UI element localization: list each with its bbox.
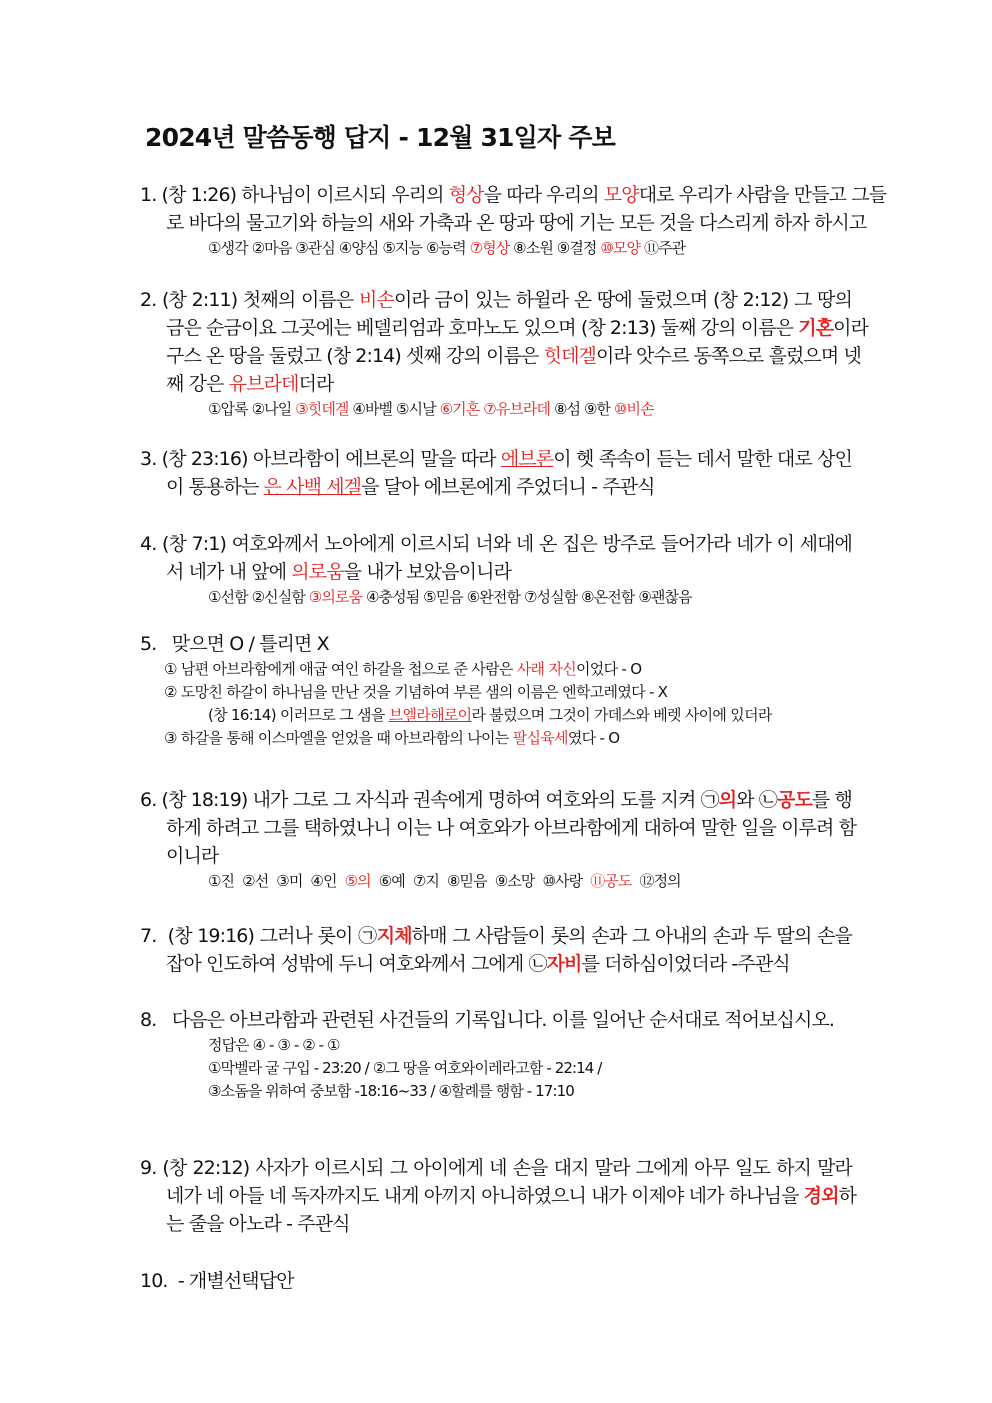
correct-option: ⑦형상 (469, 239, 510, 257)
answer-highlight: 형상 (448, 184, 484, 206)
answer-highlight: 비손 (359, 289, 394, 311)
question-8-answer: 정답은 ④ - ③ - ② - ① (208, 1036, 340, 1054)
question-number: 10. (140, 1270, 168, 1292)
correct-option: ③힛데겔 (295, 400, 349, 418)
statement-3: ③ 하갈을 통해 이스마엘을 얻었을 때 아브라함의 나이는 팔십육세였다 - O (164, 729, 620, 747)
question-6-line-3: 이니라 (166, 845, 219, 867)
answer-highlight: 의로움 (291, 561, 344, 583)
question-2-line-3: 구스 온 땅을 둘렀고 (창 2:14) 셋째 강의 이름은 힛데겔이라 앗수르 동쪽으로 흘렀으며 넷 (166, 345, 861, 367)
option: ③미 (276, 872, 303, 890)
answer-highlight: 브엘라해로이 (388, 706, 472, 724)
answer-highlight: 유브라데 (228, 373, 299, 395)
statement-2: ② 도망친 하갈이 하나님을 만난 것을 기념하여 부른 샘의 이름은 엔학고레였다 - X (164, 683, 668, 701)
statement-1: ① 남편 아브라함에게 애굽 여인 하갈을 첩으로 준 사람은 사래 자신이었다 - O (164, 660, 642, 678)
question-8 (140, 1006, 852, 1103)
question-9 (140, 1154, 857, 1238)
question-1 (140, 181, 887, 260)
correct-option: ⑥기혼 ⑦유브라데 (439, 400, 551, 418)
question-5-heading: 5. 맞으면 O / 틀리면 X (140, 633, 329, 655)
question-number: 8. (140, 1009, 157, 1031)
option: ②선 (242, 872, 269, 890)
question-1-line-2: 로 바다의 물고기와 하늘의 새와 가축과 온 땅과 땅에 기는 모든 것을 다스리게 하자 하시고 (166, 212, 867, 234)
page-title: 2024년 말씀동행 답지 - 12월 31일자 주보 (145, 123, 615, 152)
question-7-line-1: 7. (창 19:16) 그러나 롯이 ㉠지체하매 그 사람들이 롯의 손과 그 아내의 손과 두 딸의 손을 (140, 925, 853, 947)
answer-highlight: 경외 (803, 1185, 839, 1207)
option: ⑧믿음 (446, 872, 487, 890)
question-8-heading: 8. 다음은 아브라함과 관련된 사건들의 기록입니다. 이를 일어난 순서대로 적어보십시오. (140, 1009, 835, 1031)
question-number: 4. (140, 533, 157, 555)
question-8-events-1: ①막벨라 굴 구입 - 23:20 / ②그 땅을 여호와이레라고함 - 22:14 / (208, 1059, 602, 1077)
question-number: 2. (140, 289, 157, 311)
question-number: 1. (140, 184, 157, 206)
answer-highlight: 모양 (603, 184, 639, 206)
correct-option: ③의로움 (308, 588, 363, 606)
answer-highlight: 자비 (546, 953, 582, 975)
question-1-options: ①생각 ②마음 ③관심 ④양심 ⑤지능 ⑥능력 ⑦형상 ⑧소원 ⑨결정 ⑩모양 ⑪주관 (208, 239, 686, 257)
question-4 (140, 530, 852, 609)
question-3 (140, 445, 852, 501)
answer-highlight: 은 사백 세겔 (263, 476, 362, 498)
question-number: 3. (140, 448, 157, 470)
correct-option: ⑤의 (344, 872, 371, 890)
question-9-line-2: 네가 네 아들 네 독자까지도 내게 아끼지 아니하였으니 내가 이제야 네가 하나님을 경외하 (166, 1185, 857, 1207)
question-5 (140, 630, 852, 750)
question-9-line-1: 9. (창 22:12) 사자가 이르시되 그 아이에게 네 손을 대지 말라 그에게 아무 일도 하지 말라 (140, 1157, 853, 1179)
question-2-line-2: 금은 순금이요 그곳에는 베델리엄과 호마노도 있으며 (창 2:13) 둘째 강의 이름은 기혼이라 (166, 317, 869, 339)
question-number: 9. (140, 1157, 157, 1179)
question-10-line: 10. - 개별선택답안 (140, 1270, 294, 1292)
question-6-line-2: 하게 하려고 그를 택하였나니 이는 나 여호와가 아브라함에게 대하여 말한 일을 이루려 함 (166, 817, 857, 839)
question-3-line-1: 3. (창 23:16) 아브라함이 에브론의 말을 따라 에브론이 헷 족속이 듣는 데서 말한 대로 상인 (140, 448, 852, 470)
answer-highlight: 사래 자신 (516, 660, 576, 678)
question-7 (140, 922, 852, 978)
question-10 (140, 1267, 852, 1295)
question-4-line-1: 4. (창 7:1) 여호와께서 노아에게 이르시되 너와 네 온 집은 방주로 들어가라 네가 이 세대에 (140, 533, 853, 555)
option: ⑨소망 (494, 872, 535, 890)
correct-option: ⑩비손 (614, 400, 654, 418)
option: ④인 (310, 872, 337, 890)
option: ⑫정의 (639, 872, 681, 890)
option: ⑦지 (412, 872, 439, 890)
question-8-events-2: ③소돔을 위하여 중보함 -18:16~33 / ④할례를 행함 - 17:10 (208, 1082, 574, 1100)
answer-highlight: 기혼 (798, 317, 834, 339)
option: ⑥예 (378, 872, 405, 890)
question-7-line-2: 잡아 인도하여 성밖에 두니 여호와께서 그에게 ㉡자비를 더하심이었더라 -주관식 (166, 953, 790, 975)
question-3-line-2: 이 통용하는 은 사백 세겔을 달아 에브론에게 주었더니 - 주관식 (166, 476, 655, 498)
answer-highlight: 지체 (376, 925, 412, 947)
answer-highlight: 공도 (776, 789, 812, 811)
question-6-line-1: 6. (창 18:19) 내가 그로 그 자식과 권속에게 명하여 여호와의 도를 지켜 ㉠의와 ㉡공도를 행 (140, 789, 852, 811)
answer-highlight: 의 (718, 789, 737, 811)
question-2 (140, 286, 869, 421)
question-number: 6. (140, 789, 157, 811)
question-number: 7. (140, 925, 157, 947)
question-6 (140, 786, 857, 893)
question-number: 5. (140, 633, 157, 655)
question-4-options: ①선함 ②신실함 ③의로움 ④충성됨 ⑤믿음 ⑥완전함 ⑦성실함 ⑧온전함 ⑨괜찮음 (208, 588, 692, 606)
option: ⑩사랑 (542, 872, 583, 890)
question-2-options: ①압록 ②나일 ③힛데겔 ④바벨 ⑤시날 ⑥기혼 ⑦유브라데 ⑧섬 ⑨한 ⑩비손 (208, 400, 654, 418)
option: ①진 (208, 872, 235, 890)
answer-highlight: 힛데겔 (543, 345, 596, 367)
question-1-line-1: 1. (창 1:26) 하나님이 이르시되 우리의 형상을 따라 우리의 모양대로 우리가 사람을 만들고 그들 (140, 184, 887, 206)
answer-highlight: 에브론 (500, 448, 554, 470)
question-4-line-2: 서 네가 내 앞에 의로움을 내가 보았음이니라 (166, 561, 512, 583)
question-2-line-1: 2. (창 2:11) 첫째의 이름은 비손이라 금이 있는 하윌라 온 땅에 둘렀으며 (창 2:12) 그 땅의 (140, 289, 852, 311)
statement-2-note: (창 16:14) 이러므로 그 샘을 브엘라해로이라 불렀으며 그것이 가데스와 베렛 사이에 있더라 (208, 706, 772, 724)
question-6-options (140, 870, 852, 893)
question-9-line-3: 는 줄을 아노라 - 주관식 (166, 1213, 350, 1235)
correct-option: ⑪공도 (590, 872, 632, 890)
question-2-line-4: 째 강은 유브라데더라 (166, 373, 334, 395)
answer-highlight: 팔십육세 (512, 729, 568, 747)
correct-option: ⑩모양 (600, 239, 641, 257)
